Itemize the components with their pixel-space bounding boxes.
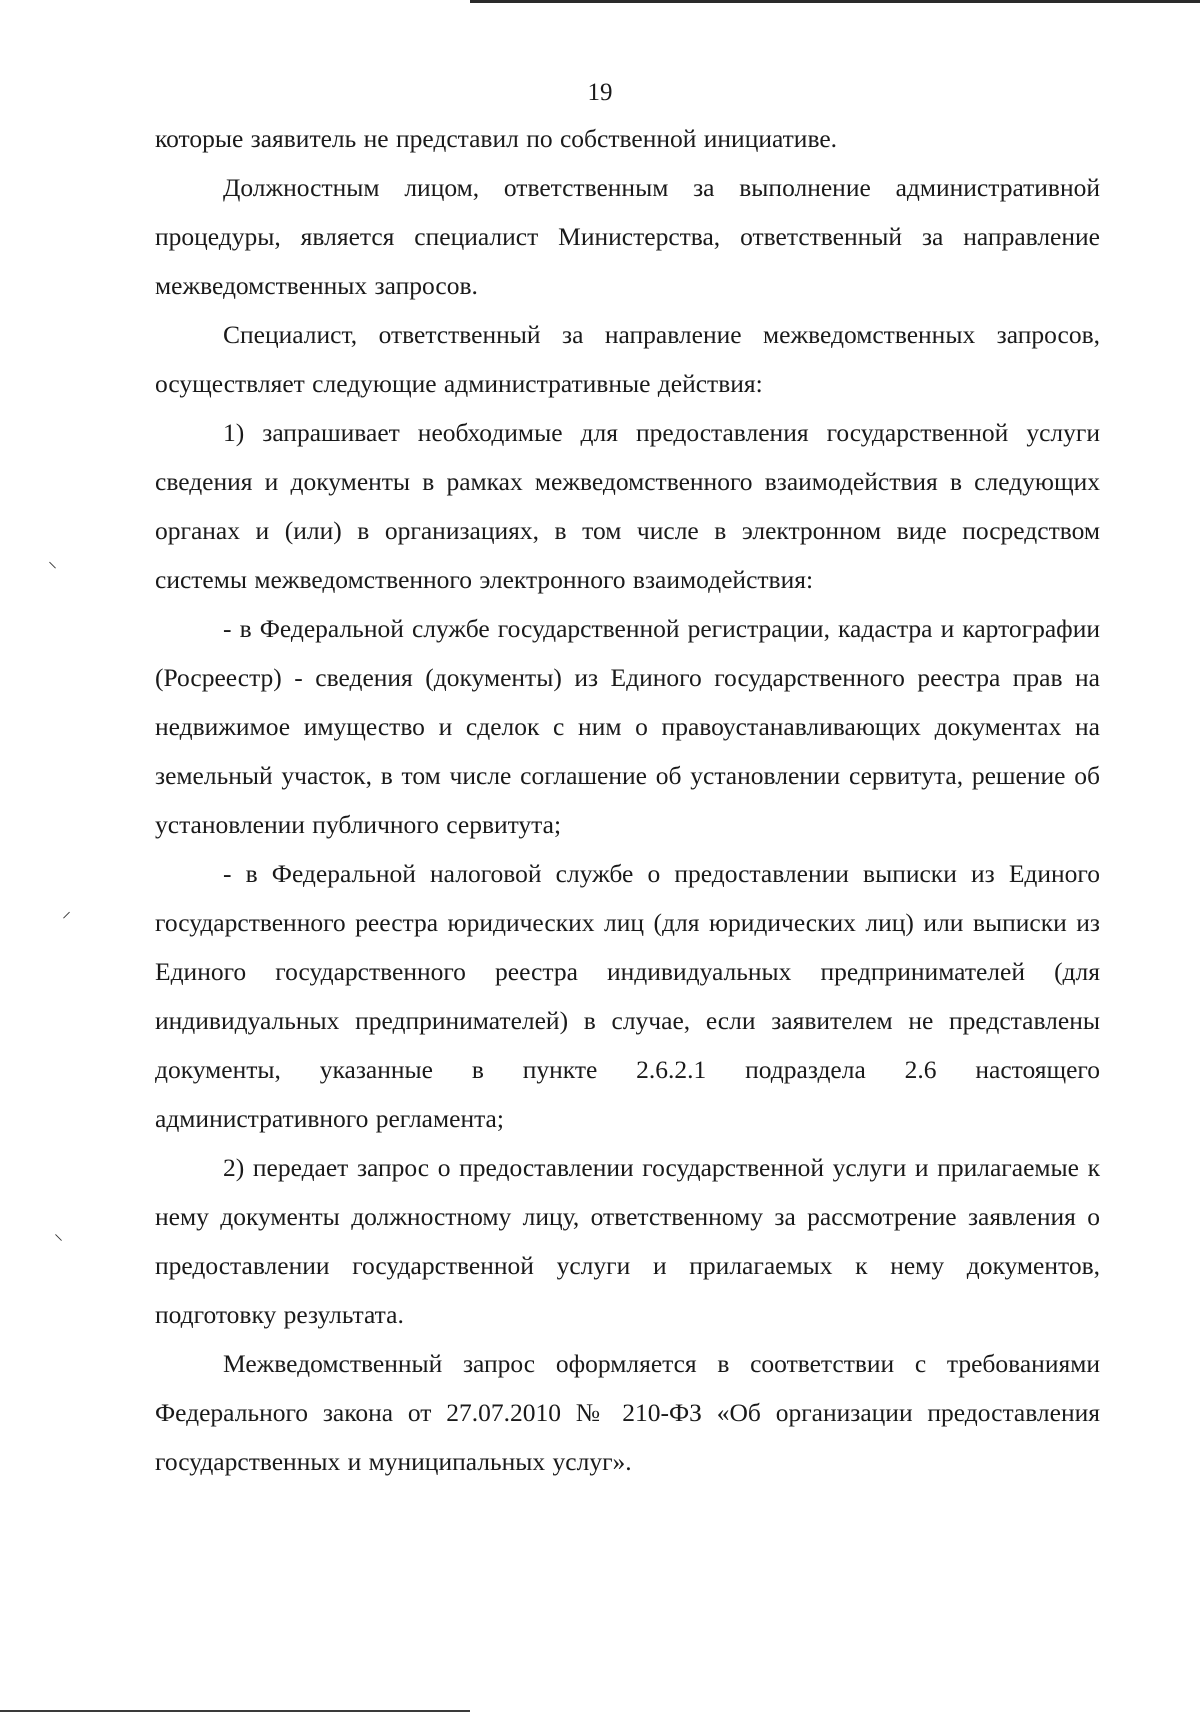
document-body [155, 114, 1100, 1486]
paragraph-responsible-official: Должностным лицом, ответственным за выполнение административной процедуры, является специалист Министерства, ответственный за направление межведомственных запросов. [155, 173, 1100, 300]
scan-edge-bottom [0, 1710, 470, 1712]
paragraph-interagency-request: Межведомственный запрос оформляется в соответствии с требованиями Федерального закона от 27.07.2010 № 210-ФЗ «Об организации предоставления государственных и муниципальных услуг». [155, 1349, 1100, 1476]
paragraph-tax-service: - в Федеральной налоговой службе о предоставлении выписки из Единого государственного реестра юридических лиц (для юридических лиц) или выписки из Единого государственного реестра индивидуальных предпринимателей (для индивидуальных предпринимателей) в случае, если заявителем не представлены документы, указанные в пункте 2.6.2.1 подраздела 2.6 настоящего административного регламента; [155, 859, 1100, 1133]
scan-speck: ⸝ [62, 901, 71, 921]
paragraph-continuation: которые заявитель не представил по собственной инициативе. [155, 124, 838, 153]
paragraph-item-1: 1) запрашивает необходимые для предоставления государственной услуги сведения и документы в рамках межведомственного взаимодействия в следующих органах и (или) в организациях, в том числе в электронном виде посредством системы межведомственного электронного взаимодействия: [155, 418, 1100, 594]
scan-speck: ⸌ [54, 1231, 63, 1251]
paragraph-rosreestr: - в Федеральной службе государственной регистрации, кадастра и картографии (Росреестр) - сведения (документы) из Единого государственного реестра прав на недвижимое имущество и сделок с ним о правоустанавливающих документах на земельный участок, в том числе соглашение об установлении сервитута, решение об установлении публичного сервитута; [155, 614, 1100, 839]
scan-speck: ⸜ [48, 551, 57, 571]
scan-edge-top [470, 0, 1200, 3]
paragraph-item-2: 2) передает запрос о предоставлении государственной услуги и прилагаемые к нему документы должностному лицу, ответственному за рассмотрение заявления о предоставлении государственной услуги и прилагаемых к нему документов, подготовку результата. [155, 1153, 1100, 1329]
paragraph-specialist-actions: Специалист, ответственный за направление межведомственных запросов, осуществляет следующие административные действия: [155, 320, 1100, 398]
page-number: 19 [587, 79, 613, 106]
